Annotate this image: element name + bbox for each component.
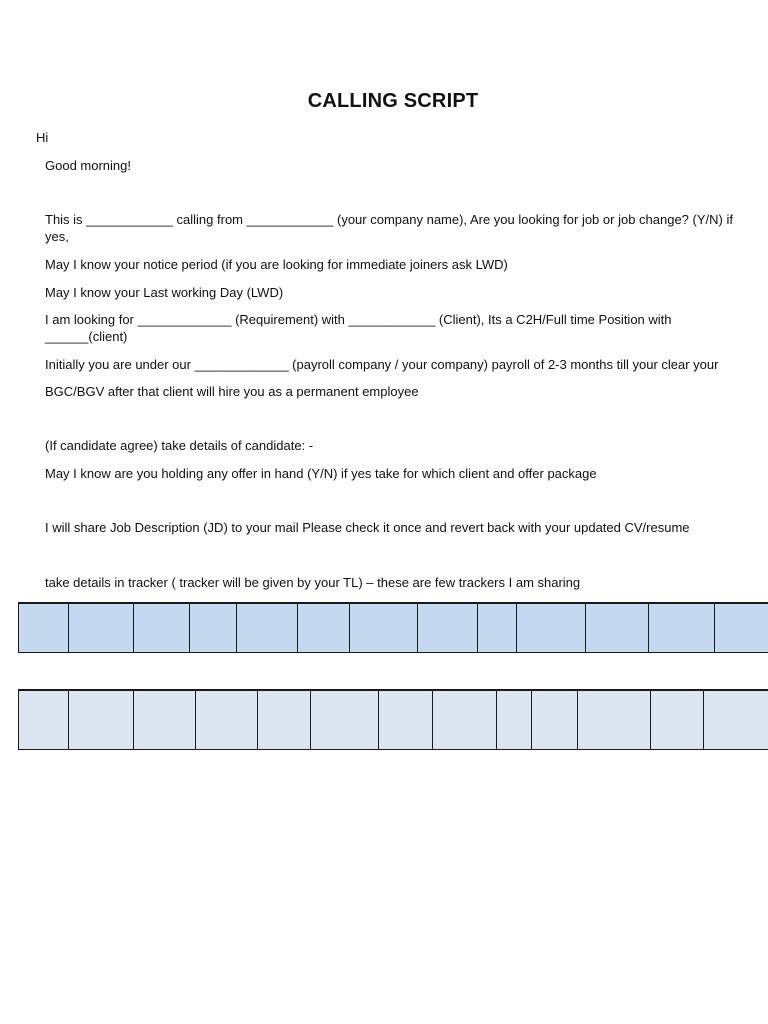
- table-cell[interactable]: [298, 603, 350, 653]
- table-cell[interactable]: [704, 690, 768, 750]
- table-row: [19, 603, 768, 653]
- greeting-hi: Hi: [36, 130, 49, 145]
- table-cell[interactable]: [134, 603, 190, 653]
- table-cell[interactable]: [418, 603, 478, 653]
- table-cell[interactable]: [350, 603, 418, 653]
- script-tracker-note: take details in tracker ( tracker will be given by your TL) – these are few trackers I am sharing: [45, 575, 581, 590]
- table-cell[interactable]: [69, 690, 134, 750]
- tracker-table-1: [18, 602, 768, 653]
- table-cell[interactable]: [19, 690, 69, 750]
- script-payroll: Initially you are under our _____________ (payroll company / your company) payroll of 2-3 months till your clear your: [45, 357, 719, 372]
- script-share-jd: I will share Job Description (JD) to your mail Please check it once and revert back with your updated CV/resume: [45, 520, 690, 535]
- document-title: CALLING SCRIPT: [307, 90, 479, 112]
- tracker-table-2: [18, 689, 768, 750]
- script-notice-period: May I know your notice period (if you are looking for immediate joiners ask LWD): [45, 257, 508, 272]
- table-cell[interactable]: [258, 690, 311, 750]
- table-cell[interactable]: [134, 690, 196, 750]
- table-cell[interactable]: [532, 690, 578, 750]
- table-cell[interactable]: [19, 603, 69, 653]
- table-cell[interactable]: [478, 603, 517, 653]
- table-cell[interactable]: [433, 690, 497, 750]
- table-cell[interactable]: [237, 603, 298, 653]
- table-cell[interactable]: [517, 603, 586, 653]
- table-cell[interactable]: [311, 690, 379, 750]
- table-cell[interactable]: [190, 603, 237, 653]
- script-last-working-day: May I know your Last working Day (LWD): [45, 285, 284, 300]
- table-row: [19, 690, 768, 750]
- table-cell[interactable]: [69, 603, 134, 653]
- table-cell[interactable]: [497, 690, 532, 750]
- script-bgv: BGC/BGV after that client will hire you as a permanent employee: [45, 384, 419, 399]
- table-cell[interactable]: [651, 690, 704, 750]
- script-candidate-agree: (If candidate agree) take details of candidate: -: [45, 438, 314, 453]
- table-cell[interactable]: [379, 690, 433, 750]
- table-cell[interactable]: [196, 690, 258, 750]
- script-offer-in-hand: May I know are you holding any offer in hand (Y/N) if yes take for which client and offer package: [45, 466, 597, 481]
- script-intro: This is ____________ calling from ____________ (your company name), Are you looking for job or job change? (Y/N) if yes,: [45, 212, 733, 244]
- table-cell[interactable]: [649, 603, 715, 653]
- table-cell[interactable]: [578, 690, 651, 750]
- script-requirement: I am looking for _____________ (Requirement) with ____________ (Client), Its a C2H/Full time Position with ______(client): [45, 312, 672, 344]
- table-cell[interactable]: [586, 603, 649, 653]
- greeting-good-morning: Good morning!: [45, 158, 131, 173]
- table-cell[interactable]: [715, 603, 768, 653]
